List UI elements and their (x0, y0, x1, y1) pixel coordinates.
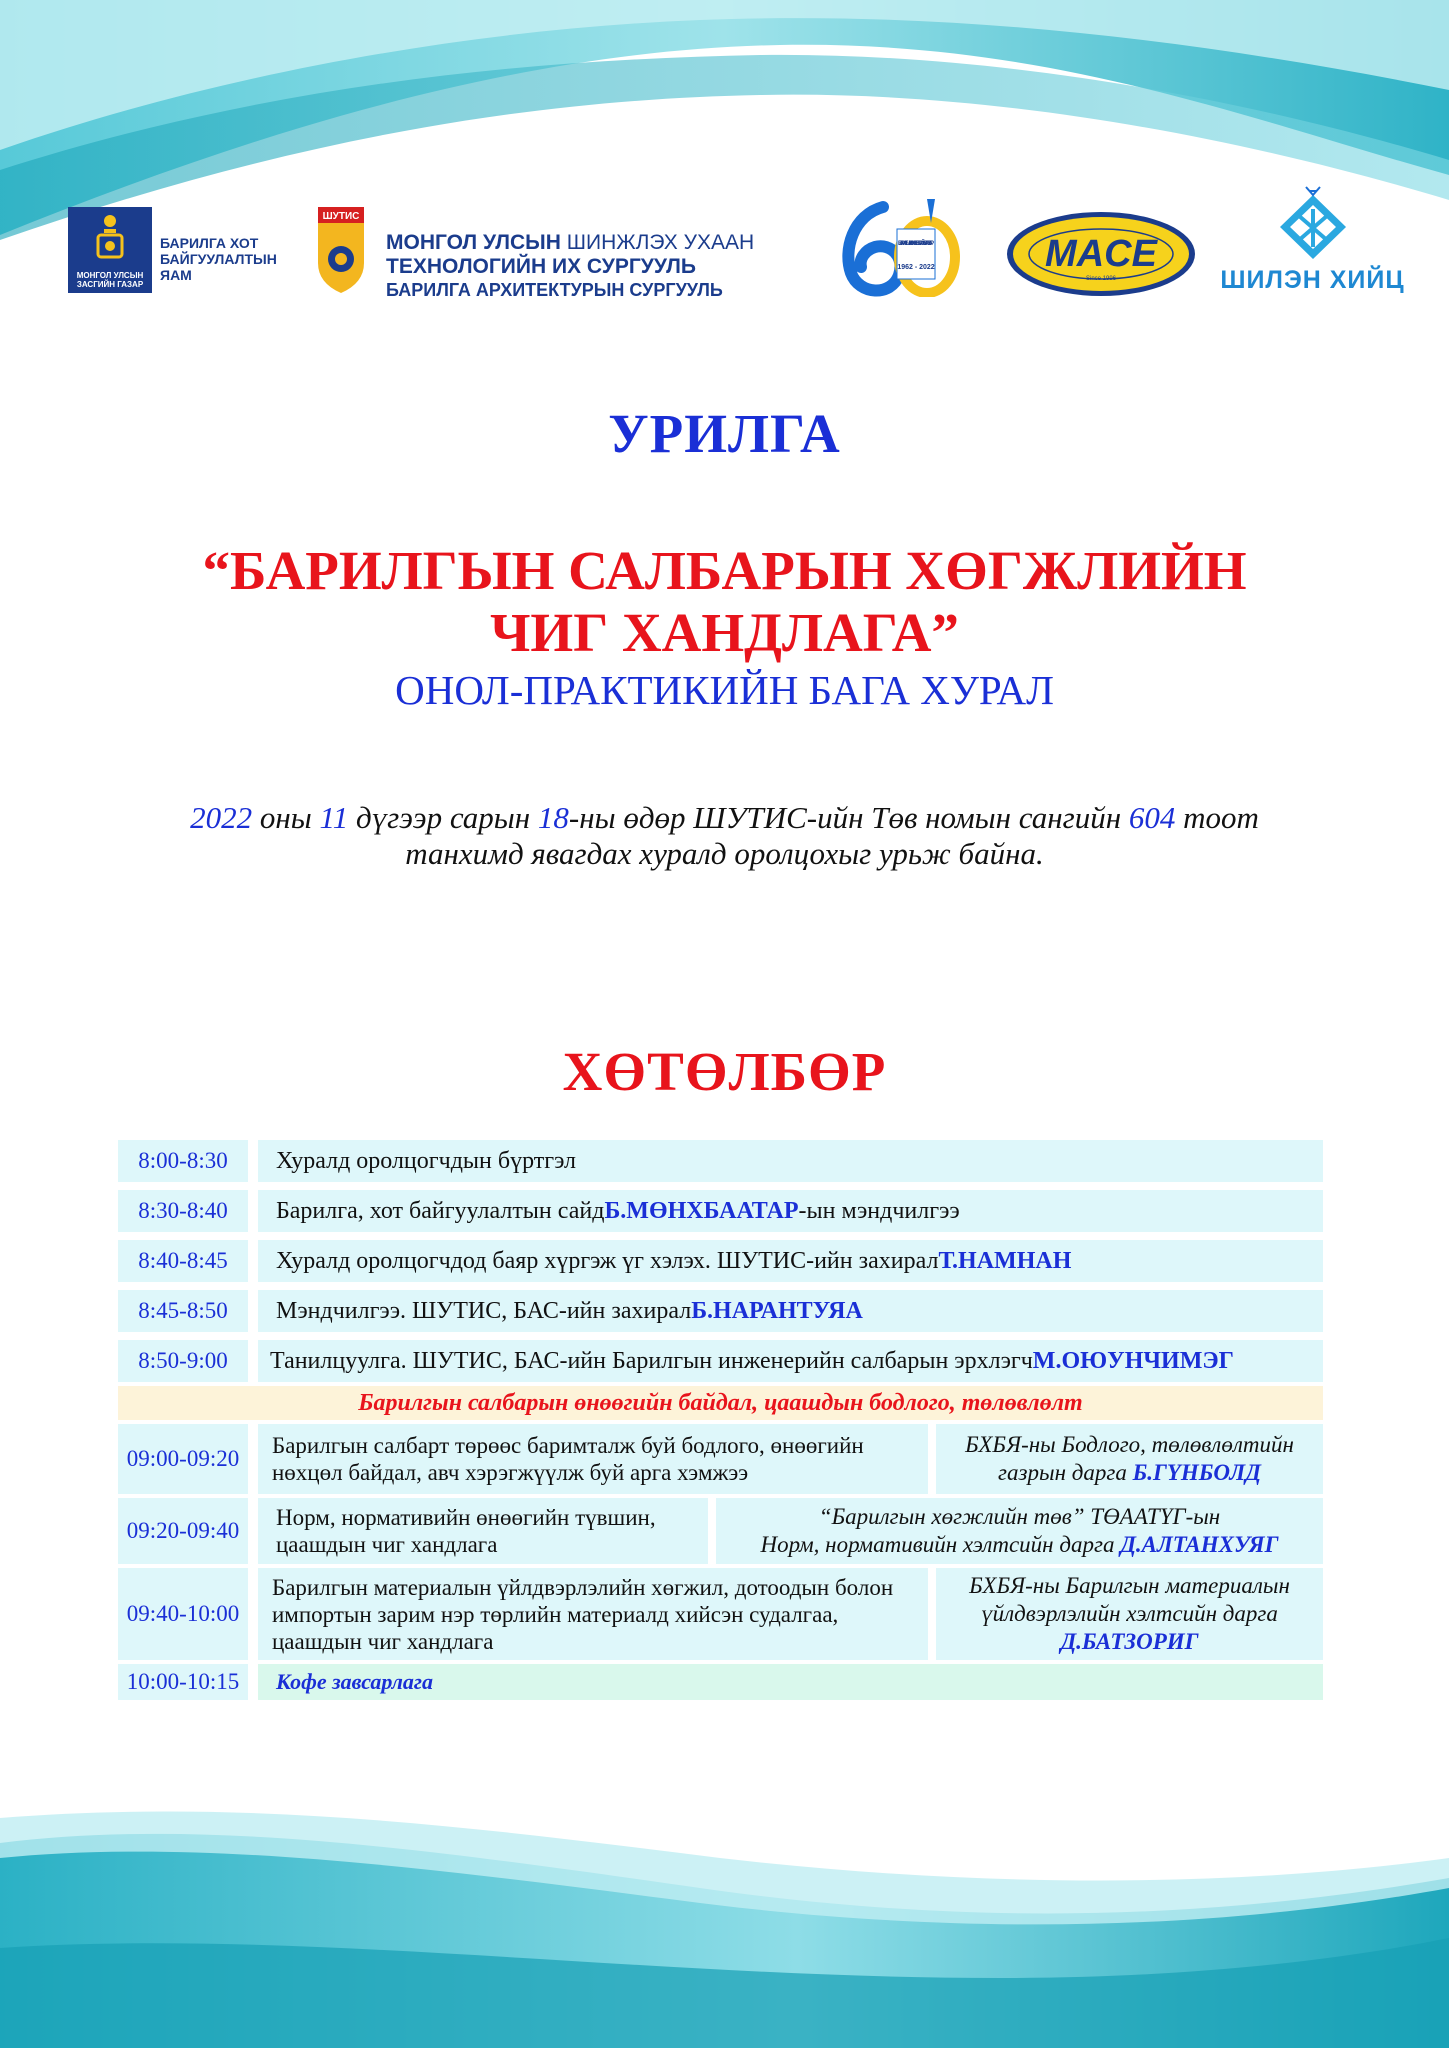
ministry-name: БАРИЛГА ХОТ БАЙГУУЛАЛТЫН ЯАМ (160, 235, 277, 283)
schedule-time: 8:40-8:45 (118, 1240, 248, 1282)
event-day: 18 (537, 800, 569, 835)
soyombo-icon (68, 207, 152, 267)
must-line-2: ТЕХНОЛОГИЙН ИХ СУРГУУЛЬ (386, 255, 696, 278)
shilen-emblem-icon (1268, 185, 1358, 263)
event-year: 2022 (190, 800, 253, 835)
invitation-text (0, 800, 1449, 872)
conference-title (0, 540, 1449, 664)
schedule-time: 8:00-8:30 (118, 1140, 248, 1182)
schedule-row (118, 1190, 1323, 1232)
must-line-3: БАРИЛГА АРХИТЕКТУРЫН СУРГУУЛЬ (386, 280, 723, 300)
schedule-time: 8:45-8:50 (118, 1290, 248, 1332)
presentation-topic: Барилгын салбарт төрөөс баримталж буй бодлого, өнөөгийн нөхцөл байдал, авч хэрэгжүүлж буй арга хэмжээ (258, 1424, 928, 1494)
mace-since: Since 1996 (1085, 276, 1117, 282)
must-shield-icon (318, 207, 364, 293)
session-heading: Барилгын салбарын өнөөгийн байдал, цаашдын бодлого, төлөвлөлт (118, 1386, 1323, 1420)
speaker-name: Д.БАТЗОРИГ (1060, 1629, 1199, 1654)
speaker-name: Б.МӨНХБААТАР (604, 1198, 799, 1224)
schedule-item: Барилга, хот байгуулалтын сайд Б.МӨНХБААТАР -ын мэндчилгээ (258, 1190, 1323, 1232)
anniversary-years: 1962 - 2022 (897, 264, 935, 271)
speaker-name: Б.НАРАНТУЯА (691, 1298, 863, 1324)
schedule-time: 09:20-09:40 (118, 1498, 248, 1564)
ministry-logo (68, 207, 303, 293)
event-month: 11 (319, 800, 349, 835)
speaker-name: Д.АЛТАНХУЯГ (1120, 1532, 1279, 1557)
invitation-line-1: 2022 оны 11 дүгээр сарын 18-ны өдөр ШУТИС-ийн Төв номын сангийн 604 тоот (190, 800, 1259, 835)
presentation-topic: Норм, нормативийн өнөөгийн түвшин, цаашдын чиг хандлага (258, 1498, 708, 1564)
schedule-row (118, 1498, 1323, 1564)
government-label: МОНГОЛ УЛСЫН ЗАСГИЙН ГАЗАР (76, 271, 144, 289)
schedule-row (118, 1290, 1323, 1332)
conference-subtitle: ОНОЛ-ПРАКТИКИЙН БАГА ХУРАЛ (395, 667, 1054, 713)
schedule-time: 8:50-9:00 (118, 1340, 248, 1382)
conference-title-line-1: “БАРИЛГЫН САЛБАРЫН ХӨГЖЛИЙН (202, 540, 1247, 601)
must-line-1: МОНГОЛ УЛСЫН ШИНЖЛЭХ УХААН (386, 231, 755, 254)
schedule-time: 8:30-8:40 (118, 1190, 248, 1232)
presenter: БХБЯ-ны Бодлого, төлөвлөлтийн газрын дарга Б.ГҮНБОЛД (936, 1424, 1323, 1494)
presentation-topic: Барилгын материалын үйлдвэрлэлийн хөгжил, дотоодын болон импортын зарим нэр төрлийн материалд хийсэн судалгаа, цаашдын чиг хандлага (258, 1568, 928, 1660)
conference-title-line-2: ЧИГ ХАНДЛАГА” (490, 602, 959, 663)
coffee-break: Кофе завсарлага (258, 1664, 1323, 1700)
event-room: 604 (1128, 800, 1176, 835)
government-emblem (68, 207, 152, 293)
schedule-row (118, 1568, 1323, 1660)
schedule-row (118, 1340, 1323, 1382)
presenter: БХБЯ-ны Барилгын материалын үйлдвэрлэлийн хэлтсийн дарга Д.БАТЗОРИГ (936, 1568, 1323, 1660)
invitation-line-2: танхимд явагдах хуралд оролцохыг урьж байна. (405, 836, 1044, 871)
anniversary-text: БАРИЛГЫН ИНЖЕНЕРИЙН САЛБАР (898, 241, 934, 247)
schedule-item: Хуралд оролцогчдод баяр хүргэж үг хэлэх. ШУТИС-ийн захирал Т.НАМНАН (258, 1240, 1323, 1282)
schedule-time: 09:00-09:20 (118, 1424, 248, 1494)
schedule-item: Танилцуулга. ШУТИС, БАС-ийн Барилгын инженерийн салбарын эрхлэгч М.ОЮУНЧИМЭГ (258, 1340, 1323, 1382)
anniversary-60-logo (835, 195, 965, 297)
must-logo (318, 207, 808, 300)
speaker-name: Т.НАМНАН (938, 1248, 1072, 1274)
mace-logo (1005, 210, 1197, 298)
mace-name: MACE (1045, 233, 1157, 275)
shilen-hiits-name: ШИЛЭН ХИЙЦ (1220, 266, 1405, 294)
schedule-row (118, 1664, 1323, 1700)
schedule-item: Мэндчилгээ. ШУТИС, БАС-ийн захирал Б.НАРАНТУЯА (258, 1290, 1323, 1332)
program-schedule (118, 1140, 1323, 1700)
must-badge-text: ШУТИС (322, 211, 360, 222)
schedule-item: Хуралд оролцогчдын бүртгэл (258, 1140, 1323, 1182)
shilen-hiits-logo (1220, 185, 1405, 297)
schedule-row (118, 1424, 1323, 1494)
schedule-row (118, 1240, 1323, 1282)
invitation-title: УРИЛГА (608, 403, 841, 464)
schedule-time: 10:00-10:15 (118, 1664, 248, 1700)
speaker-name: Б.ГҮНБОЛД (1132, 1460, 1261, 1485)
schedule-row (118, 1140, 1323, 1182)
bottom-wave-decoration (0, 1788, 1449, 2048)
program-title: ХӨТӨЛБӨР (562, 1041, 887, 1102)
speaker-name: М.ОЮУНЧИМЭГ (1032, 1348, 1234, 1374)
logo-row (0, 195, 1449, 315)
schedule-time: 09:40-10:00 (118, 1568, 248, 1660)
presenter: “Барилгын хөгжлийн төв” ТӨААТҮГ-ын Норм, нормативийн хэлтсийн дарга Д.АЛТАНХУЯГ (716, 1498, 1323, 1564)
